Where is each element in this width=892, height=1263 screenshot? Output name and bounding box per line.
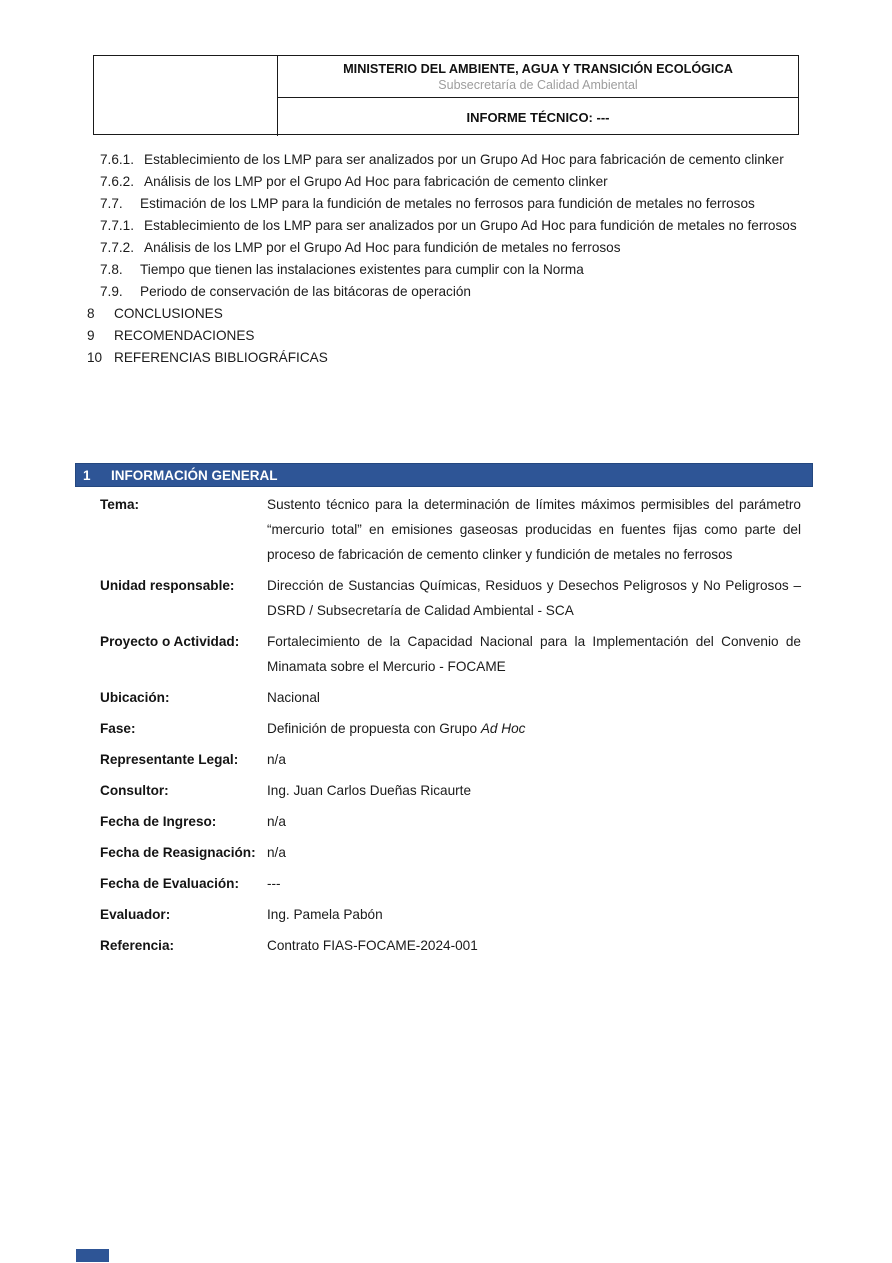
toc-item-number: 7.7.2. (100, 240, 135, 255)
general-info-table (75, 492, 801, 964)
info-row-unidad-responsable (75, 573, 801, 623)
toc-item-number: 8 (87, 306, 95, 321)
info-row-ubicacion (75, 685, 801, 710)
toc-item-text: REFERENCIAS BIBLIOGRÁFICAS (114, 350, 328, 365)
toc-item (75, 259, 801, 281)
subsecretaria-subtitle: Subsecretaría de Calidad Ambiental (438, 77, 638, 92)
toc-item (75, 193, 801, 215)
toc-item-text: Establecimiento de los LMP para ser analizados por un Grupo Ad Hoc para fabricación de cemento clinker (144, 152, 784, 167)
info-row-consultor (75, 778, 801, 803)
header-title-cell (278, 56, 798, 98)
info-value (267, 716, 801, 741)
info-label: Fase: (100, 721, 136, 736)
toc-item-text: Estimación de los LMP para la fundición de metales no ferrosos para fundición de metales no ferrosos (140, 196, 755, 211)
info-value: n/a (267, 752, 286, 767)
info-label: Fecha de Evaluación: (100, 876, 240, 891)
info-value: Sustento técnico para la determinación de límites máximos permisibles del parámetro “mercurio total” en emisiones gaseosas producidas en fuentes fijas como parte del proceso de fabricación de cemento clinker y fundición de metales no ferrosos (267, 497, 801, 562)
toc-item-text: Establecimiento de los LMP para ser analizados por un Grupo Ad Hoc para fundición de metales no ferrosos (144, 218, 797, 233)
toc-item-text: CONCLUSIONES (114, 306, 223, 321)
toc-item-number: 7.7.1. (100, 218, 135, 233)
toc-item (75, 347, 801, 369)
toc-item-text: Periodo de conservación de las bitácoras de operación (140, 284, 471, 299)
info-row-representante-legal (75, 747, 801, 772)
toc-item (75, 237, 801, 259)
toc-item (75, 171, 801, 193)
info-value-text: Definición de propuesta con Grupo (267, 721, 481, 736)
info-label: Referencia: (100, 938, 175, 953)
info-row-fecha-ingreso (75, 809, 801, 834)
toc-item (75, 325, 801, 347)
toc-item-number: 7.9. (100, 284, 123, 299)
info-value: Dirección de Sustancias Químicas, Residuos y Desechos Peligrosos y No Peligrosos – DSRD / Subsecretaría de Calidad Ambiental - SCA (267, 578, 801, 618)
info-label: Proyecto o Actividad: (100, 634, 240, 649)
info-row-fecha-reasignacion (75, 840, 801, 865)
toc-item-number: 7.6.1. (100, 152, 135, 167)
info-value: Ing. Pamela Pabón (267, 907, 383, 922)
toc-item (75, 281, 801, 303)
info-value: Fortalecimiento de la Capacidad Nacional para la Implementación del Convenio de Minamata sobre el Mercurio - FOCAME (267, 634, 801, 674)
informe-tecnico-label: INFORME TÉCNICO: --- (466, 109, 610, 125)
info-value-italic: Ad Hoc (480, 721, 526, 736)
info-value: --- (267, 876, 281, 891)
toc-item (75, 215, 801, 237)
toc-item-number: 7.8. (100, 262, 123, 277)
info-label: Representante Legal: (100, 752, 239, 767)
info-label: Tema: (100, 497, 140, 512)
info-label: Fecha de Ingreso: (100, 814, 217, 829)
section-title: INFORMACIÓN GENERAL (111, 467, 278, 483)
toc-item (75, 149, 801, 171)
info-value: n/a (267, 845, 286, 860)
toc-item (75, 303, 801, 325)
info-value: Contrato FIAS-FOCAME-2024-001 (267, 938, 478, 953)
info-row-fecha-evaluacion (75, 871, 801, 896)
info-row-proyecto (75, 629, 801, 679)
info-value: n/a (267, 814, 286, 829)
toc-item-number: 10 (87, 350, 103, 365)
info-label: Fecha de Reasignación: (100, 845, 256, 860)
toc-item-text: Análisis de los LMP por el Grupo Ad Hoc para fundición de metales no ferrosos (144, 240, 621, 255)
info-row-evaluador (75, 902, 801, 927)
section-header-bar (75, 463, 813, 487)
info-row-tema (75, 492, 801, 567)
info-value: Ing. Juan Carlos Dueñas Ricaurte (267, 783, 472, 798)
toc-item-text: Análisis de los LMP por el Grupo Ad Hoc para fabricación de cemento clinker (144, 174, 608, 189)
next-section-table-stub (76, 1249, 109, 1262)
info-row-fase (75, 716, 801, 741)
info-row-referencia (75, 933, 801, 958)
info-label: Consultor: (100, 783, 169, 798)
ministry-title: MINISTERIO DEL AMBIENTE, AGUA Y TRANSICIÓN ECOLÓGICA (343, 61, 733, 76)
toc-item-number: 9 (87, 328, 95, 343)
toc-item-number: 7.6.2. (100, 174, 135, 189)
section-number: 1 (83, 467, 91, 483)
toc-item-text: Tiempo que tienen las instalaciones existentes para cumplir con la Norma (140, 262, 584, 277)
table-of-contents (75, 149, 801, 369)
info-label: Evaluador: (100, 907, 171, 922)
info-label: Unidad responsable: (100, 578, 235, 593)
toc-item-number: 7.7. (100, 196, 123, 211)
header-table (93, 55, 799, 135)
logo-cell (94, 56, 278, 136)
toc-item-text: RECOMENDACIONES (114, 328, 255, 343)
info-value: Nacional (267, 690, 320, 705)
info-label: Ubicación: (100, 690, 170, 705)
